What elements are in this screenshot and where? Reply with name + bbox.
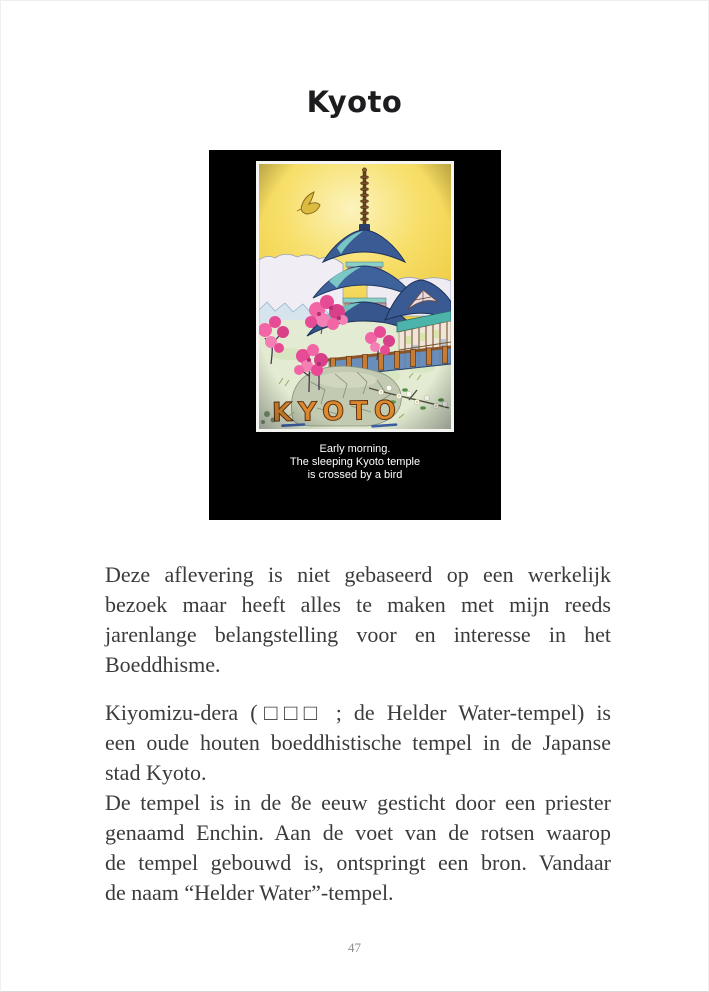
text-line: een oude houten boeddhistische tempel in de Japanse <box>105 730 611 755</box>
text-line: Boeddhisme. <box>105 652 221 677</box>
body-text <box>105 560 611 926</box>
kyoto-painting <box>256 161 454 432</box>
text-line: de tempel gebouwd is, ontspringt een bron. Vandaar <box>105 850 611 875</box>
caption-line: is crossed by a bird <box>307 469 403 481</box>
text-line: bezoek maar heeft alles te maken met mijn reeds <box>105 592 611 617</box>
page-title: Kyoto <box>306 85 403 119</box>
text-line: Kiyomizu-dera (□□□ ; de Helder Water-tempel) is <box>105 700 611 725</box>
figure-caption <box>209 443 501 482</box>
text-line: de naam “Helder Water”-tempel. <box>105 880 394 905</box>
kyoto-figure <box>209 150 501 520</box>
text-line: jarenlange belangstelling voor en interesse in het <box>105 622 611 647</box>
page-number: 47 <box>348 940 361 955</box>
text-line: stad Kyoto. <box>105 760 207 785</box>
painting-vignette <box>259 164 451 429</box>
text-line: De tempel is in de 8e eeuw gesticht door een priester <box>105 790 611 815</box>
caption-line: The sleeping Kyoto temple <box>289 456 421 468</box>
kyoto-painting-svg <box>259 164 451 429</box>
paragraph <box>105 698 611 908</box>
paragraph <box>105 560 611 680</box>
text-line: genaamd Enchin. Aan de voet van de rotsen waarop <box>105 820 611 845</box>
caption-line: Early morning. <box>319 443 391 455</box>
text-line: Deze aflevering is niet gebaseerd op een werkelijk <box>105 562 611 587</box>
